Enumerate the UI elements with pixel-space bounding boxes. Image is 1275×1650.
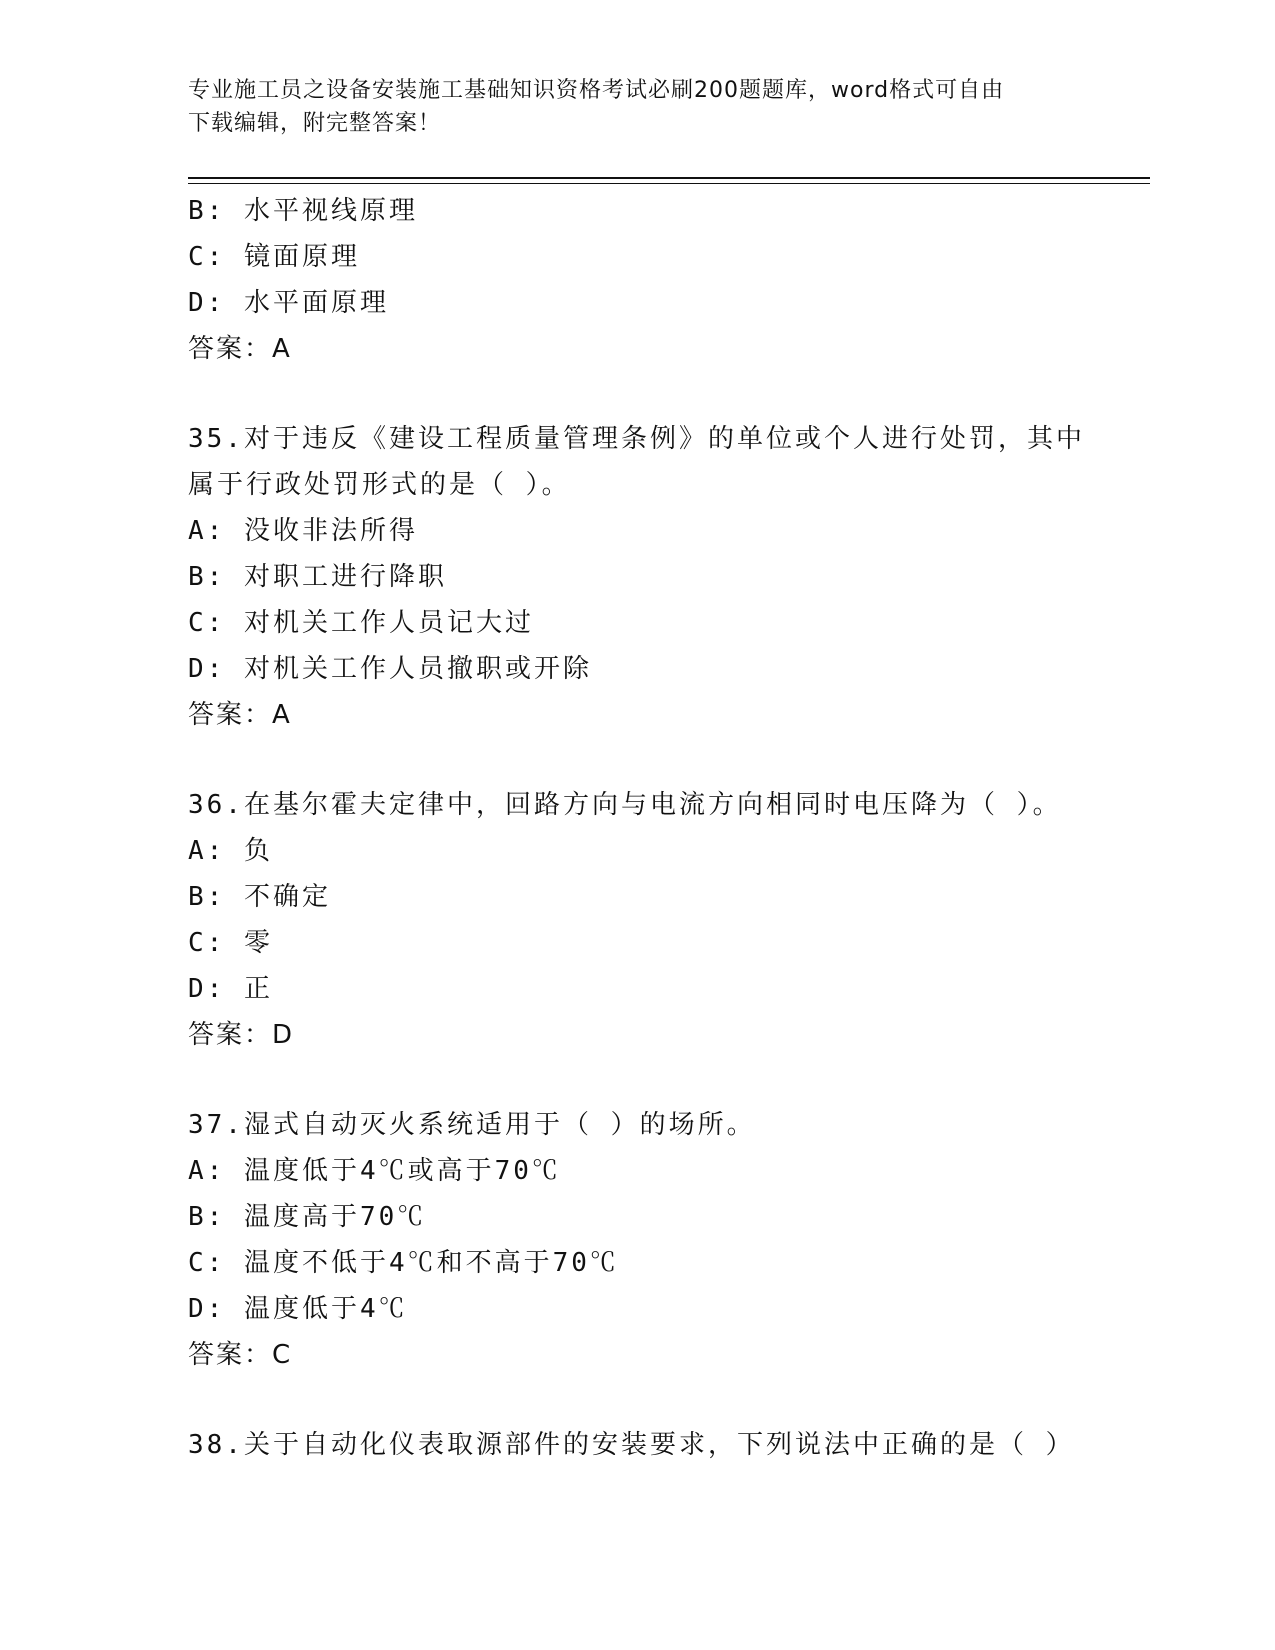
- spacer: [188, 1378, 1148, 1422]
- question-stem: 35.对于违反《建设工程质量管理条例》的单位或个人进行处罚，其中: [188, 424, 1085, 454]
- question-stem: 37.湿式自动灭火系统适用于（ ）的场所。: [188, 1110, 756, 1140]
- question-list: [188, 188, 1148, 1468]
- question-37: [188, 1102, 1148, 1378]
- document-header: [188, 74, 1088, 140]
- question-34: [188, 188, 1148, 372]
- option-b: B: 温度高于70℃: [188, 1202, 427, 1232]
- option-b: B: 对职工进行降职: [188, 562, 447, 592]
- question-36: [188, 782, 1148, 1058]
- option-a: A: 负: [188, 836, 273, 866]
- option-d: D: 温度低于4℃: [188, 1294, 408, 1324]
- question-35: [188, 416, 1148, 738]
- option-c: C: 零: [188, 928, 273, 958]
- option-d: D: 正: [188, 974, 273, 1004]
- option-a: A: 温度低于4℃或高于70℃: [188, 1156, 561, 1186]
- spacer: [188, 738, 1148, 782]
- header-divider-thick: [188, 177, 1150, 179]
- answer: 答案：C: [188, 1340, 293, 1370]
- option-b: B: 水平视线原理: [188, 196, 418, 226]
- header-line-2: 下载编辑，附完整答案！: [188, 111, 442, 136]
- answer: 答案：A: [188, 700, 292, 730]
- question-38: [188, 1422, 1148, 1468]
- answer: 答案：A: [188, 334, 292, 364]
- question-stem: 38.关于自动化仪表取源部件的安装要求，下列说法中正确的是（ ）: [188, 1430, 1075, 1460]
- header-line-1: 专业施工员之设备安装施工基础知识资格考试必刷200题题库，word格式可自由: [188, 78, 1005, 103]
- option-c: C: 对机关工作人员记大过: [188, 608, 534, 638]
- option-c: C: 镜面原理: [188, 242, 360, 272]
- option-b: B: 不确定: [188, 882, 331, 912]
- question-stem-cont: 属于行政处罚形式的是（ ）。: [188, 470, 571, 500]
- header-divider-thin: [188, 183, 1150, 184]
- spacer: [188, 372, 1148, 416]
- option-c: C: 温度不低于4℃和不高于70℃: [188, 1248, 619, 1278]
- spacer: [188, 1058, 1148, 1102]
- answer: 答案：D: [188, 1020, 295, 1050]
- option-a: A: 没收非法所得: [188, 516, 418, 546]
- question-stem: 36.在基尔霍夫定律中，回路方向与电流方向相同时电压降为（ ）。: [188, 790, 1062, 820]
- option-d: D: 对机关工作人员撤职或开除: [188, 654, 592, 684]
- option-d: D: 水平面原理: [188, 288, 389, 318]
